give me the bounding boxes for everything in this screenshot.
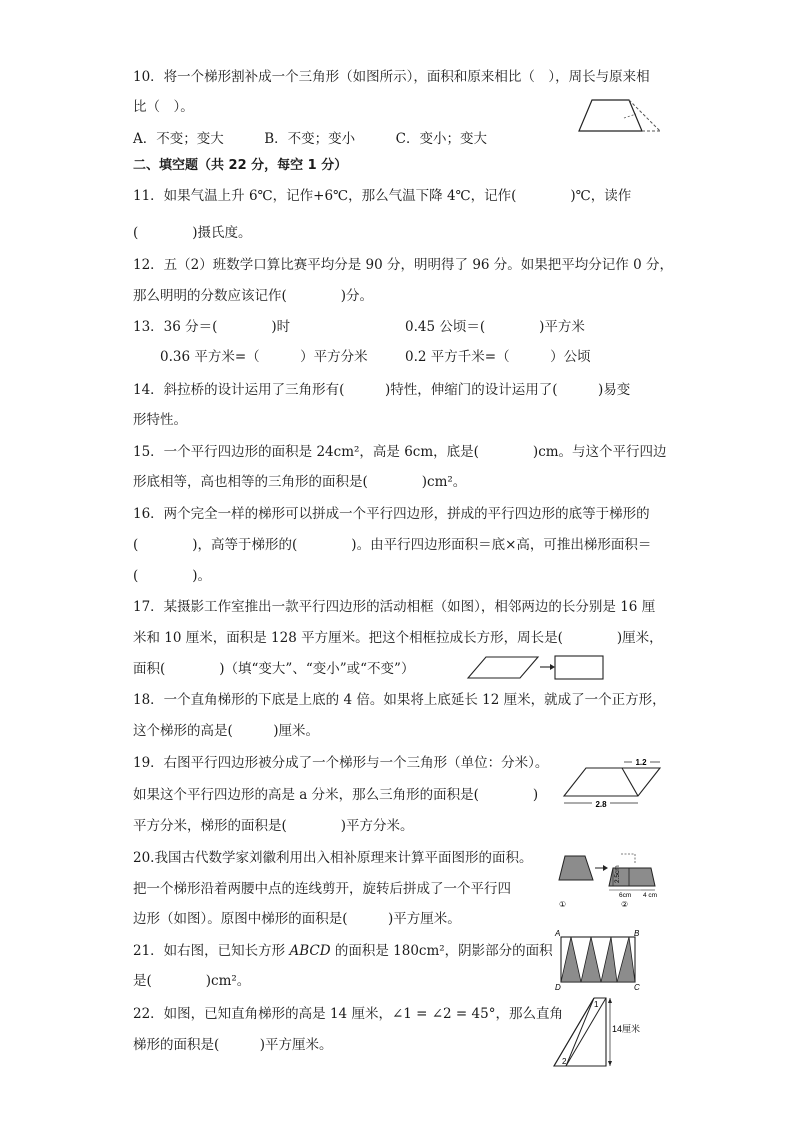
q11-line2: ( )摄氏度。 (133, 225, 252, 241)
q21-abcd: ABCD (289, 943, 331, 959)
q11-line1: 11．如果气温上升 6℃，记作+6℃，那么气温下降 4℃，记作( )℃，读作 (133, 188, 632, 204)
q21-line2: 是( )cm²。 (133, 973, 251, 989)
q15-line1: 15．一个平行四边形的面积是 24cm²，高是 6cm，底是( )cm。与这个平行四边 (133, 444, 667, 460)
q16-line3: ( )。 (133, 568, 212, 584)
q13-a: 13．36 分＝( )时 (133, 319, 291, 335)
q22-line2: 梯形的面积是( )平方厘米。 (133, 1037, 333, 1053)
q12-line1: 12．五（2）班数学口算比赛平均分是 90 分，明明得了 96 分。如果把平均分记作 0 分， (133, 257, 673, 273)
q21-label-c: C (634, 983, 640, 991)
q16-line1: 16．两个完全一样的梯形可以拼成一个平行四边形，拼成的平行四边形的底等于梯形的 (133, 506, 650, 522)
q19-line1: 19．右图平行四边形被分成了一个梯形与一个三角形（单位：分米）。 (133, 755, 549, 771)
q21-label-d: D (555, 983, 561, 991)
q17-frame-figure (466, 654, 606, 682)
q10-options: A．不变；变大 B．不变；变小 C．变小；变大 (133, 131, 487, 147)
q20-base1-label: 6cm (619, 892, 632, 899)
q17-line1: 17．某摄影工作室推出一款平行四边形的活动相框（如图），相邻两边的长分别是 16 厘 (133, 599, 656, 615)
q13-d: 0.2 平方千米=（ ）公顷 (405, 349, 591, 365)
q13-c: 0.36 平方米=（ ）平方分米 (160, 349, 368, 365)
q22-trapezoid-figure (550, 994, 650, 1072)
q18-line2: 这个梯形的高是( )厘米。 (133, 723, 320, 739)
q10-line2: 比（ ）。 (133, 99, 194, 115)
q21-rectangle-figure (553, 929, 643, 991)
q10-trapezoid-figure (574, 96, 662, 136)
q17-line3: 面积( )（填“变大”、“变小”或“不变”） (133, 661, 415, 677)
q10-line1: 10．将一个梯形割补成一个三角形（如图所示），面积和原来相比（ ），周长与原来相 (133, 69, 650, 85)
q20-line3: 边形（如图）。原图中梯形的面积是( )平方厘米。 (133, 911, 461, 927)
q19-bottom-label: 2.8 (595, 800, 607, 809)
q21-line1-pre: 21．如右图，已知长方形 (133, 943, 290, 959)
q22-angle1-label: 1 (594, 1000, 599, 1009)
q17-line2: 米和 10 厘米，面积是 128 平方厘米。把这个相框拉成长方形，周长是( )厘米， (133, 630, 663, 646)
q22-height-label: 14厘米 (612, 1024, 641, 1034)
q20-line2: 把一个梯形沿着两腰中点的连线剪开，旋转后拼成了一个平行四 (133, 881, 511, 897)
q21-label-a: A (555, 929, 561, 938)
q15-line2: 形底相等，高也相等的三角形的面积是( )cm²。 (133, 474, 467, 490)
q20-line1: 20.我国古代数学家刘徽利用出入相补原理来计算平面图形的面积。 (133, 850, 533, 866)
q20-figure1-label: ① (559, 900, 567, 909)
q22-angle2-label: 2 (562, 1057, 567, 1066)
q19-line2: 如果这个平行四边形的高是 a 分米，那么三角形的面积是( ) (133, 787, 539, 803)
q21-line1-post: 的面积是 180cm²，阴影部分的面积 (330, 943, 553, 959)
q19-parallelogram-figure (560, 758, 664, 810)
q18-line1: 18．一个直角梯形的下底是上底的 4 倍。如果将上底延长 12 厘米，就成了一个正方形， (133, 692, 666, 708)
q20-height-label: 2.5cm (614, 865, 621, 883)
q20-figure2-label: ② (621, 900, 629, 909)
q12-line2: 那么明明的分数应该记作( )分。 (133, 288, 374, 304)
section2-heading: 二、填空题（共 22 分，每空 1 分） (133, 158, 348, 173)
q21-label-b: B (634, 929, 640, 938)
q16-line2: ( )，高等于梯形的( )。由平行四边形面积＝底×高，可推出梯形面积＝ (133, 537, 652, 553)
q21-line1 (133, 942, 553, 960)
q13-b: 0.45 公顷＝( )平方米 (405, 319, 585, 335)
q14-line2: 形特性。 (133, 412, 187, 428)
q20-trapezoid-figure (555, 850, 667, 910)
q20-base2-label: 4 cm (643, 892, 658, 899)
q19-top-label: 1.2 (635, 758, 647, 767)
q22-line1: 22．如图，已知直角梯形的高是 14 厘米，∠1 = ∠2 = 45°，那么直角 (133, 1006, 563, 1022)
q14-line1: 14．斜拉桥的设计运用了三角形有( )特性，伸缩门的设计运用了( )易变 (133, 382, 631, 398)
q19-line3: 平方分米，梯形的面积是( )平方分米。 (133, 818, 414, 834)
